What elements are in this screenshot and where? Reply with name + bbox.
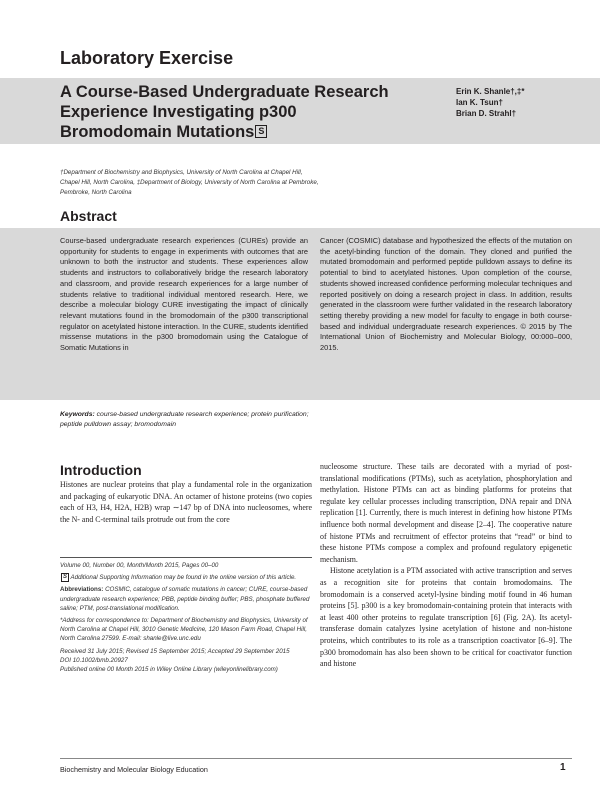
abstract-text-right: Cancer (COSMIC) database and hypothesized the effects of the mutation on the acetyl-binding function of the domain. They cloned and purified the mutated bromodomain and performed peptide pulldown assays to define its potential to bind to acetylated histones. Upon completion of the course, students showed increased confidence performing molecular techniques and reported positively on doing a research project in class. In addition, results generated in the classroom were further validated in the research laboratory setting thereby providing a new model for faculty to engage in both course-based and individual undergraduate research experiences. © 2015 by The International Union of Biochemistry and Molecular Biology, 00:000–000, 2015.: [320, 236, 572, 353]
supporting-info-note: [60, 573, 312, 582]
received-dates: Received 31 July 2015; Revised 15 September 2015; Accepted 29 September 2015: [60, 647, 290, 655]
abbreviations-text: COSMIC, catalogue of somatic mutations in cancer; CURE, course-based undergraduate research experience; PBB, peptide binding buffer; PBS, phosphate buffered saline; PTM, post-translational modification.: [60, 586, 310, 612]
author-name: Ian K. Tsun†: [456, 98, 503, 107]
journal-name: Biochemistry and Molecular Biology Education: [60, 765, 208, 774]
intro-column-left: [60, 479, 312, 525]
title-text: A Course-Based Undergraduate Research Experience Investigating p300 Bromodomain Mutations: [60, 83, 389, 141]
abstract-text-left: Course-based undergraduate research experiences (CUREs) provide an opportunity for students to engage in experiments with outcomes that are unknown to both the instructor and students. These experiences allow students and instructors to collaboratively bridge the research laboratory and classroom, and provide research experiences for a large number of students relative to traditional individual mentored research. Here, we describe a molecular biology CURE investigating the impact of clinically relevant mutations found in the bromodomain of the p300 transcriptional regulator on acetylated histone interaction. In the CURE, students identified missense mutations in the p300 bromodomain using the Catalogue of Somatic Mutations in: [60, 236, 308, 353]
section-label: Laboratory Exercise: [60, 48, 234, 68]
correspondence-address: *Address for correspondence to: Department of Biochemistry and Biophysics, University of North Carolina at Chapel Hill, 3010 Genetic Medicine, 120 Mason Farm Road, Chapel Hill, North Carolina 27599. E-mail: shanle@live.unc.edu: [60, 617, 308, 643]
body-paragraph: Histones are nuclear proteins that play a fundamental role in the organization and packaging of eukaryotic DNA. An octamer of histone proteins (two copies each of H3, H4, H2A, H2B) wrap ∼147 bp of DNA into nucleosomes, where the N- and C-terminal tails protrude out from the core: [60, 480, 312, 524]
article-title: [60, 82, 390, 142]
abstract-heading: Abstract: [60, 208, 117, 224]
keywords-label: Keywords:: [60, 411, 95, 418]
author-name: Brian D. Strahl†: [456, 109, 517, 118]
abbreviations-label: Abbreviations:: [60, 586, 104, 594]
page-number: 1: [560, 762, 566, 773]
intro-column-right: [320, 461, 572, 670]
published-online: Published online 00 Month 2015 in Wiley Online Library (wileyonlinelibrary.com): [60, 666, 278, 674]
volume-info: Volume 00, Number 00, Month/Month 2015, Pages 00–00: [60, 562, 219, 569]
keywords-text: course-based undergraduate research experience; protein purification; peptide pulldown assay; bromodomain: [60, 411, 309, 428]
doi: DOI 10.1002/bmb.20927: [60, 656, 128, 664]
body-paragraph: Histone acetylation is a PTM associated with active transcription and serves as a recognition site for proteins that contain bromodomains. The bromodomain is a conserved acetyl-lysine binding motif found in 46 human proteins [5]. p300 is a key bromodomain-containing protein that interacts with at least 400 other proteins to regulate transcription [6] (Fig. 2A). Its acetyl-transferase domain catalyzes lysine acetylation of histone and non-histone proteins, which contributes to its role as a transcription coactivator [6–9]. The p300 bromodomain has also been shown to be critical for coactivator function and histone: [320, 566, 572, 669]
footer-divider: [60, 758, 572, 759]
supporting-info-icon[interactable]: S: [255, 125, 267, 138]
footnotes: [60, 561, 312, 674]
supporting-info-text: Additional Supporting Information may be found in the online version of this article.: [70, 574, 297, 582]
keywords: [60, 410, 312, 430]
author-name: Erin K. Shanle†,‡*: [456, 87, 525, 96]
body-paragraph: nucleosome structure. These tails are decorated with a myriad of post-translational modifications (PTMs), such as acetylation, phosphorylation and methylation. Histone PTMs can act as binding platforms for proteins that regulate key cellular processes including transcription, DNA repair and DNA replication [1]. Currently, there is much interest in defining how histone PTMs influence both normal development and disease [2–4]. The cooperative nature of histone PTMs and recruitment of effector proteins that “read” or bind to these histone PTMs compose a complex and profound regulatory epigenetic mechanism.: [320, 462, 572, 564]
introduction-heading: Introduction: [60, 462, 142, 478]
footnote-divider: [60, 557, 312, 558]
supporting-info-icon[interactable]: S: [62, 574, 67, 581]
author-list: [456, 86, 524, 119]
affiliation: †Department of Biochemistry and Biophysics, University of North Carolina at Chapel Hill, Chapel Hill, North Carolina, ‡Department of Biology, University of North Carolina at Pembroke, Pembroke, North Carolina: [60, 169, 319, 196]
abbreviations: [60, 585, 312, 613]
